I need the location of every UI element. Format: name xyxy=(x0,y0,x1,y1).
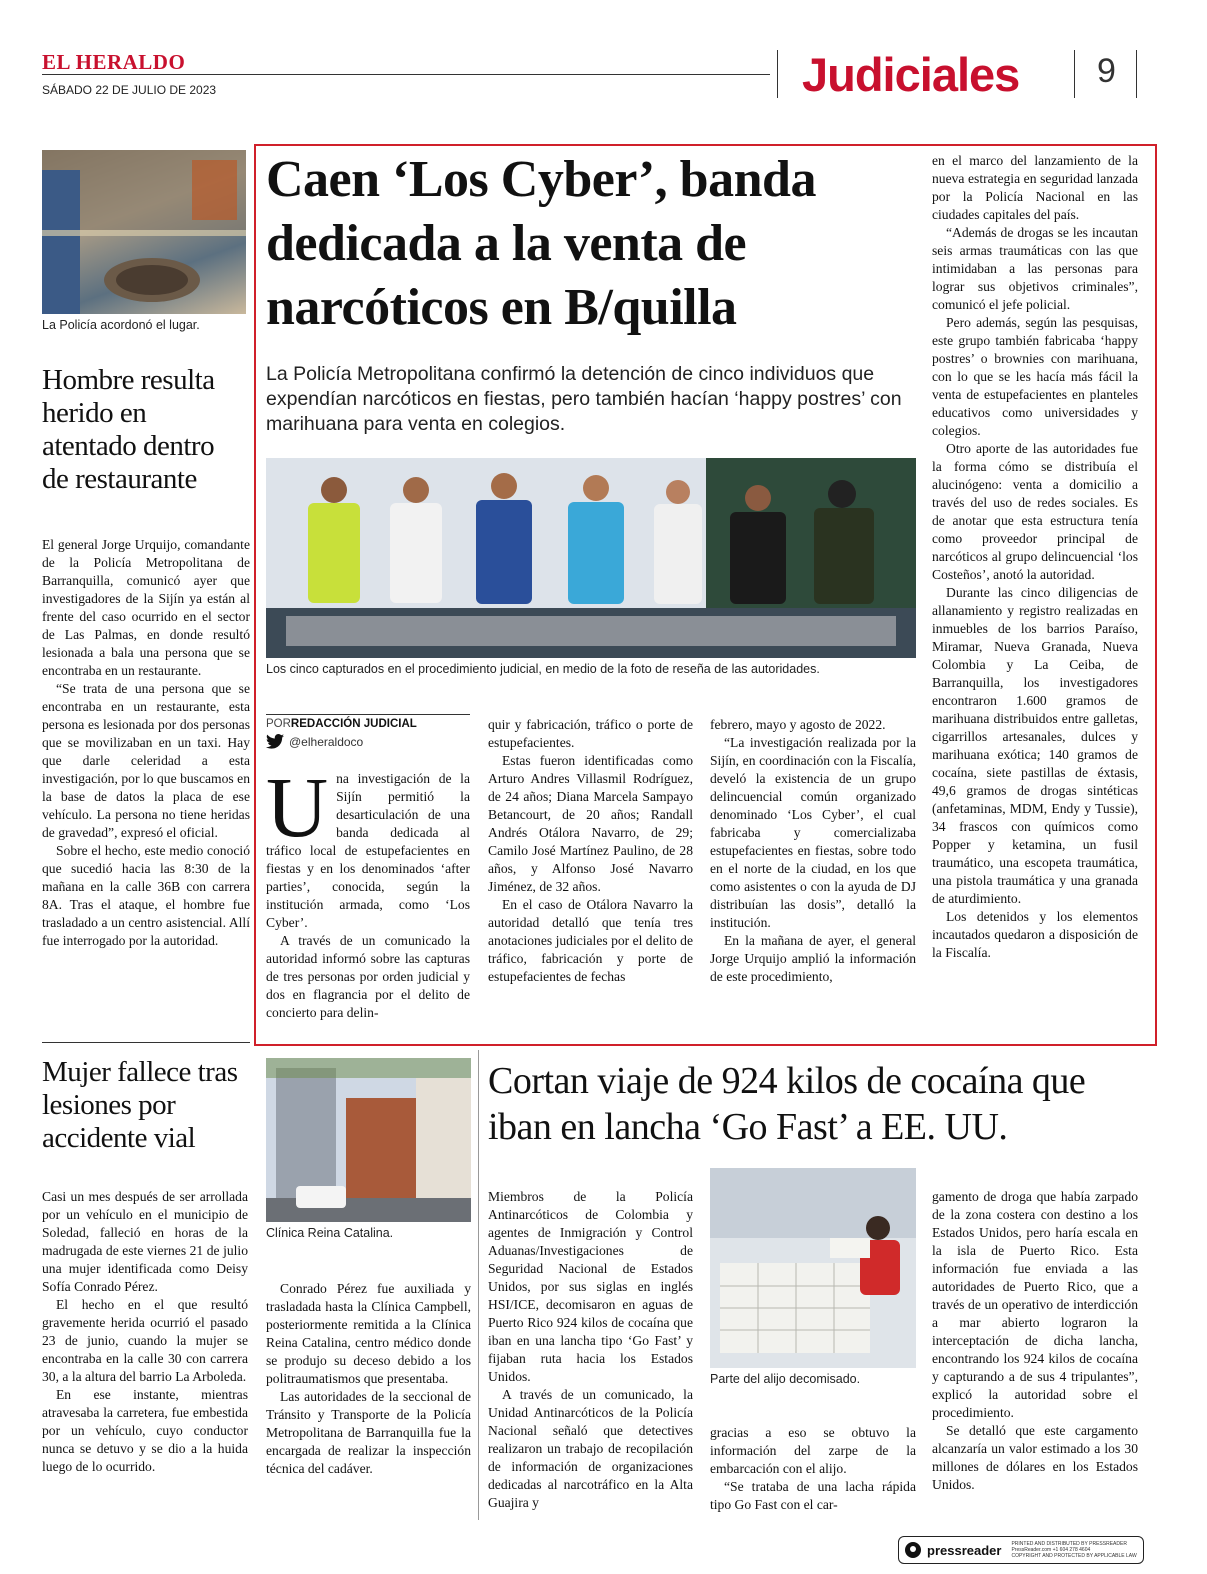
paragraph: quir y fabricación, tráfico o porte de estupefacientes. xyxy=(488,717,693,750)
pressreader-badge[interactable] xyxy=(898,1536,1144,1564)
paragraph: gamento de droga que había zarpado de la zona costera con destino a los Estados Unidos, pero haría escala en la isla de Puerto Rico. Esta información fue enviada a las autoridades de Puerto Rico, que a través de un operativo de interdicción a mar abierto lograron la interceptación de dicha lancha, encontrando los 924 kilos de cocaína y capturando a de sus 4 tripulantes”, explicó la autoridad sobre el procedimiento. xyxy=(932,1189,1138,1420)
top-left-headline: Hombre resulta herido en atentado dentro de restaurante xyxy=(42,364,215,495)
bottom-left-headline: Mujer fallece tras lesiones por accidente vial xyxy=(42,1056,238,1154)
pressreader-logo-icon xyxy=(905,1542,921,1558)
paragraph: “Además de drogas se les incautan seis armas traumáticas con las que intimidaban a las personas para lograr sus objetivos criminales”, comunicó el jefe policial. xyxy=(932,225,1138,312)
dropcap: U xyxy=(266,759,329,855)
paragraph: “Se trataba de una lacha rápida tipo Go Fast con el car- xyxy=(710,1479,916,1512)
masthead-divider-2 xyxy=(1074,50,1075,98)
paragraph: Durante las cinco diligencias de allanamiento y registro realizadas en inmuebles de los barrios Paraíso, Miramar, Nueva Granada, Nueva Colombia y La Ceiba, de Barranquilla, los investigadores encontraron 1.600 gramos de marihuana distribuidos entre galletas, cigarrillos artesanales, dulces y marihuana exótica; 140 gramos de cocaína, siete pastillas de éxtasis, 49,6 gramos de drogas sintéticas (anfetaminas, MDM, Endy y Tussie), 34 frascos con químicos como Popper y ketamina, un fusil traumático, una escopeta traumática, una pistola traumática y una granada de aturdimiento. xyxy=(932,585,1138,906)
paragraph: A través de un comunicado la autoridad informó sobre las capturas de tres personas por orden judicial y dos en flagrancia por el delito de concierto para delin- xyxy=(266,933,470,1020)
bottom-left-col-1 xyxy=(42,1188,248,1476)
paragraph: A través de un comunicado, la Unidad Antinarcóticos de la Policía Nacional señaló que detectives realizaron un trabajo de recopilación de información de organizaciones dedicadas al narcotráfico en la Alta Guajira y xyxy=(488,1387,693,1510)
pressreader-legal xyxy=(1011,1541,1136,1559)
paragraph: El hecho en el que resultó gravemente herida ocurrió el pasado 23 de junio, cuando la mujer se encontraba en la calle 30 con carrera 30, a la altura del barrio La Arboleda. xyxy=(42,1297,248,1384)
clinic-photo xyxy=(266,1058,471,1222)
paragraph: en el marco del lanzamiento de la nueva estrategia en seguridad lanzada por la Policía Nacional en las ciudades capitales del país. xyxy=(932,153,1138,222)
paragraph: Sobre el hecho, este medio conoció que sucedió hacia las 8:30 de la mañana en la calle 36B con carrera 8A. Tras el ataque, el hombre fue trasladado a un centro asistencial. Allí fue interrogado por la autoridad. xyxy=(42,843,250,948)
bottom-right-headline: Cortan viaje de 924 kilos de cocaína que iban en lancha ‘Go Fast’ a EE. UU. xyxy=(488,1060,1086,1148)
seized-packages-icon xyxy=(710,1168,916,1368)
drugs-photo xyxy=(710,1168,916,1368)
top-left-photo-caption: La Policía acordonó el lugar. xyxy=(42,318,200,332)
drugs-photo-caption: Parte del alijo decomisado. xyxy=(710,1372,861,1386)
paragraph: “La investigación realizada por la Sijín, en coordinación con la Fiscalía, develó la existencia de un grupo delincuencial común organizado denominado ‘Los Cyber’, el cual fabricaba y comercializaba estupefacientes en fiestas, sobre todo en el norte de la ciudad, en los que como asistentes o con la ayuda de DJ distribuían las dosis”, detalló la institución. xyxy=(710,735,916,930)
paragraph: Miembros de la Policía Antinarcóticos de Colombia y agentes de Inmigración y Control Aduanas/Investigaciones de Seguridad Nacional de Estados Unidos, por sus siglas en inglés HSI/ICE, decomisaron en aguas de Puerto Rico 924 kilos de cocaína que iban en una lancha tipo ‘Go Fast’ y fijaban ruta hacia los Estados Unidos. xyxy=(488,1189,693,1384)
bottom-divider xyxy=(478,1050,479,1520)
masthead-divider-3 xyxy=(1136,50,1137,98)
paragraph: na investigación de la Sijín permitió la desarticulación de una banda dedicada al tráfico local de estupefacientes en fiestas y en los denominados ‘after parties’, conocida, según la institución armada, como ‘Los Cyber’. xyxy=(266,771,470,930)
paragraph: febrero, mayo y agosto de 2022. xyxy=(710,717,886,732)
legal-line-3: COPYRIGHT AND PROTECTED BY APPLICABLE LAW xyxy=(1011,1553,1137,1559)
masthead-rule xyxy=(42,74,770,75)
paragraph: gracias a eso se obtuvo la información del zarpe de la embarcación con el alijo. xyxy=(710,1425,916,1476)
legal-line-1: PRINTED AND DISTRIBUTED BY PRESSREADER xyxy=(1011,1541,1127,1547)
byline xyxy=(266,718,417,730)
top-left-body xyxy=(42,536,250,950)
paragraph: Estas fueron identificadas como Arturo Andres Villasmil Rodríguez, de 24 años; Diana Marcela Sampayo Betancourt, de 20 años; Randall Andrés Otálora Navarro, de 29; Camilo José Martínez Paulino, de 28 años, y Alfonso José Navarro Jiménez, de 32 años. xyxy=(488,753,693,894)
masthead xyxy=(0,0,1207,110)
pressreader-brand: pressreader xyxy=(927,1542,1002,1558)
bottom-left-rule xyxy=(42,1042,250,1043)
paragraph: En ese instante, mientras atravesaba la carretera, fue embestida por un vehículo, cuyo conductor nunca se detuvo y se dio a la huida luego de lo ocurrido. xyxy=(42,1387,248,1474)
byline-author: REDACCIÓN JUDICIAL xyxy=(290,718,417,730)
top-left-photo xyxy=(42,150,246,314)
paragraph: En la mañana de ayer, el general Jorge Urquijo amplió la información de este procedimiento, xyxy=(710,933,916,984)
paragraph: En el caso de Otálora Navarro la autoridad detalló que tenía tres anotaciones judiciales por el delito de tráfico, fabricación y porte de estupefacientes de fechas xyxy=(488,897,693,984)
paragraph: Las autoridades de la seccional de Tránsito y Transporte de la Policía Metropolitana de Barranquilla fue la encargada de realizar la inspección técnica del cadáver. xyxy=(266,1389,471,1476)
main-photo-caption: Los cinco capturados en el procedimiento judicial, en medio de la foto de reseña de las autoridades. xyxy=(266,662,820,676)
building-icon xyxy=(266,1058,471,1222)
paragraph: Casi un mes después de ser arrollada por un vehículo en el municipio de Soledad, falleció en horas de la madrugada de este viernes 21 de julio una mujer identificada como Deisy Sofía Conrado Pérez. xyxy=(42,1189,248,1294)
section-title: Judiciales xyxy=(802,48,1020,101)
issue-date: SÁBADO 22 DE JULIO DE 2023 xyxy=(42,83,217,97)
paragraph: Se detalló que este cargamento alcanzaría un valor estimado a los 30 millones de dólares en los Estados Unidos. xyxy=(932,1423,1138,1492)
twitter-handle: @elheraldoco xyxy=(289,734,364,749)
paragraph: “Se trata de una persona que se encontraba en un restaurante, esta persona es lesionada por dos personas que se movilizaban en un taxi. Hay que darle celeridad a esta investigación, por lo que buscamos en la base de datos la placa de ese vehículo. La persona no tiene heridas de gravedad”, expresó el oficial. xyxy=(42,681,250,840)
clinic-photo-caption: Clínica Reina Catalina. xyxy=(266,1226,394,1240)
masthead-divider xyxy=(777,50,778,98)
main-col-2 xyxy=(488,716,693,986)
legal-line-2: PressReader.com +1 604 278 4604 xyxy=(1011,1547,1091,1553)
paragraph: Los detenidos y los elementos incautados quedaron a disposición de la Fiscalía. xyxy=(932,909,1138,960)
bottom-left-col-2 xyxy=(266,1280,471,1478)
main-headline: Caen ‘Los Cyber’, banda dedicada a la venta de narcóticos en B/quilla xyxy=(266,151,816,336)
paragraph: Otro aporte de las autoridades fue la forma cómo se distribuía el alucinógeno: venta a domicilio a través del uso de redes sociales. Es de anotar que esta estructura tenía como proveedor principal de narcóticos al grupo delincuencial ‘los Costeños’, anotó la autoridad. xyxy=(932,441,1138,582)
paragraph: Pero además, según las pesquisas, este grupo también fabricaba ‘happy postres’ o brownies con marihuana, con lo que se les hacía más fácil la venta de estupefacientes en planteles educativos como universidades y colegios. xyxy=(932,315,1138,438)
page-number: 9 xyxy=(1097,52,1116,90)
twitter-icon xyxy=(266,734,284,749)
main-deck: La Policía Metropolitana confirmó la detención de cinco individuos que expendían narcóticos en fiestas, pero también hacían ‘happy postres’ con marihuana para venta en colegios. xyxy=(266,363,902,435)
main-col-4 xyxy=(932,152,1138,962)
main-col-1 xyxy=(266,759,470,1022)
suspects-lineup-icon xyxy=(266,458,916,658)
street-scene-icon xyxy=(42,150,246,314)
main-photo xyxy=(266,458,916,658)
main-col-3 xyxy=(710,716,916,986)
byline-prefix: POR xyxy=(266,718,291,730)
bottom-right-col-2 xyxy=(710,1424,916,1514)
byline-rule xyxy=(266,714,470,715)
twitter-handle-row[interactable] xyxy=(266,734,363,749)
paper-name: EL HERALDO xyxy=(42,50,186,74)
paragraph: El general Jorge Urquijo, comandante de la Policía Metropolitana de Barranquilla, comunicó ayer que investigadores de la Sijín ya están al frente del caso ocurrido en el sector de Las Palmas, en donde resultó lesionada a bala una persona que se encontraba en un restaurante. xyxy=(42,537,250,678)
paragraph: Conrado Pérez fue auxiliada y trasladada hasta la Clínica Campbell, posteriormente remitida a la Clínica Reina Catalina, centro médico donde se produjo su deceso debido a los politraumatismos que presentaba. xyxy=(266,1281,471,1386)
bottom-right-col-1 xyxy=(488,1188,693,1512)
bottom-right-col-3 xyxy=(932,1188,1138,1494)
